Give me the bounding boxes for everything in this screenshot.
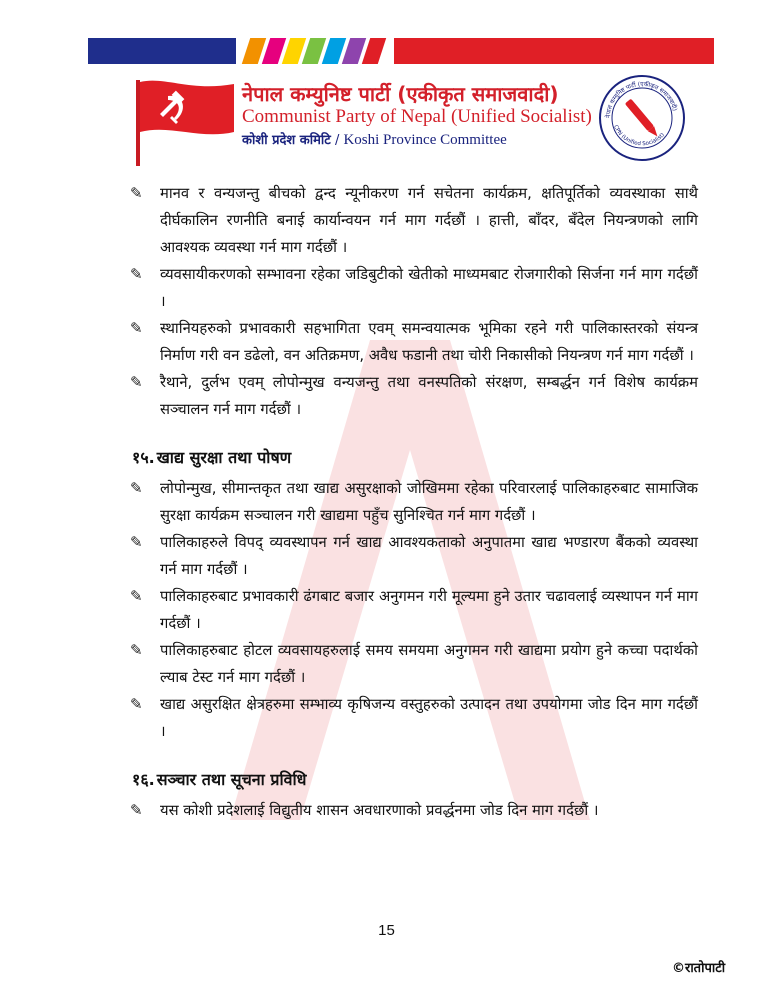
party-flag-icon [130, 74, 240, 166]
list-item: ✎ खाद्य असुरक्षित क्षेत्रहरुमा सम्भाव्य कृषिजन्य वस्तुहरुको उत्पादन तथा उपयोगमा जोड दिन माग गर्दछौं । [130, 691, 698, 745]
section-number: १५. [132, 448, 155, 467]
bullet-pen-icon: ✎ [130, 641, 143, 659]
list-item: ✎ व्यवसायीकरणको सम्भावना रहेका जडिबुटीको खेतीको माध्यमबाट रोजगारीको सिर्जना गर्न माग गर्दछौं । [130, 261, 698, 315]
list-item: ✎ पालिकाहरुबाट प्रभावकारी ढंगबाट बजार अनुगमन गरी मूल्यमा हुने उतार चढावलाई व्यस्थापन गर्न माग गर्दछौं । [130, 583, 698, 637]
svg-text:CPN (Unified Socialist): CPN (Unified Socialist) [612, 124, 667, 148]
list-item: ✎ रैथाने, दुर्लभ एवम् लोपोन्मुख वन्यजन्तु तथा वनस्पतिको संरक्षण, सम्बर्द्धन गर्न विशेष कार्यक्रम सञ्चालन गर्न माग गर्दछौं । [130, 369, 698, 423]
party-name-nepali: नेपाल कम्युनिष्ट पार्टी (एकीकृत समाजवादी) [242, 82, 559, 106]
party-seal-icon [598, 74, 686, 162]
bullet-pen-icon: ✎ [130, 184, 143, 202]
section-15-heading [132, 445, 698, 471]
section-16-heading [132, 767, 698, 793]
list-item: ✎ मानव र वन्यजन्तु बीचको द्वन्द न्यूनीकरण गर्न सचेतना कार्यक्रम, क्षतिपूर्तिको व्यवस्थाका साथै दीर्घकालिन रणनीति बनाई कार्यान्वयन गर्न माग गर्दछौं । हात्ती, बाँदर, बँदेल नियन्त्रणको लागि आवश्यक व्यवस्था गर्न माग गर्दछौं । [130, 180, 698, 261]
document-body [130, 180, 698, 824]
bullet-pen-icon: ✎ [130, 587, 143, 605]
list-item: ✎ स्थानियहरुको प्रभावकारी सहभागिता एवम् समन्वयात्मक भूमिका रहने गरी पालिकास्तरको संयन्त्र निर्माण गरी वन डढेलो, वन अतिक्रमण, अवैध फडानी तथा चोरी निकासीको नियन्त्रण गर्न माग गर्दछौं । [130, 315, 698, 369]
svg-text:नेपाल कम्युनिष्ट पार्टी (एकीकृ: नेपाल कम्युनिष्ट पार्टी (एकीकृत समाजवादी) [604, 80, 679, 119]
bullet-pen-icon: ✎ [130, 801, 143, 819]
bullet-pen-icon: ✎ [130, 479, 143, 497]
section-15-list [130, 475, 698, 745]
list-item: ✎ यस कोशी प्रदेशलाई विद्युतीय शासन अवधारणाको प्रवर्द्धनमा जोड दिन माग गर्दछौं । [130, 797, 698, 824]
bullet-pen-icon: ✎ [130, 265, 143, 283]
section-16-list [130, 797, 698, 824]
bullet-pen-icon: ✎ [130, 533, 143, 551]
committee-nepali: कोशी प्रदेश कमिटि [242, 133, 331, 148]
bullet-pen-icon: ✎ [130, 695, 143, 713]
section-title: खाद्य सुरक्षा तथा पोषण [156, 448, 292, 467]
committee-separator: / [334, 133, 340, 148]
intro-list [130, 180, 698, 423]
committee-line [242, 130, 507, 149]
committee-english: Koshi Province Committee [343, 132, 507, 148]
bullet-pen-icon: ✎ [130, 373, 143, 391]
header-color-band [88, 38, 714, 64]
page-number: 15 [378, 922, 395, 939]
section-title: सञ्चार तथा सूचना प्रविधि [156, 770, 307, 789]
list-item: ✎ पालिकाहरुले विपद् व्यवस्थापन गर्न खाद्य आवश्यकताको अनुपातमा खाद्य भण्डारण बैंकको व्यवस्था गर्न माग गर्दछौं । [130, 529, 698, 583]
list-item: ✎ पालिकाहरुबाट होटल व्यवसायहरुलाई समय समयमा अनुगमन गरी खाद्यमा प्रयोग हुने कच्चा पदार्थको ल्याब टेस्ट गर्न माग गर्दछौं । [130, 637, 698, 691]
source-credit: ©रातोपाटी [672, 961, 726, 976]
section-number: १६. [132, 770, 155, 789]
bullet-pen-icon: ✎ [130, 319, 143, 337]
party-name-english: Communist Party of Nepal (Unified Socialist) [242, 106, 592, 127]
list-item: ✎ लोपोन्मुख, सीमान्तकृत तथा खाद्य असुरक्षाको जोखिममा रहेका परिवारलाई पालिकाहरुबाट सामाजिक सुरक्षा कार्यक्रम सञ्चालन गरी खाद्यमा पहुँच सुनिश्चित गर्न माग गर्दछौं । [130, 475, 698, 529]
